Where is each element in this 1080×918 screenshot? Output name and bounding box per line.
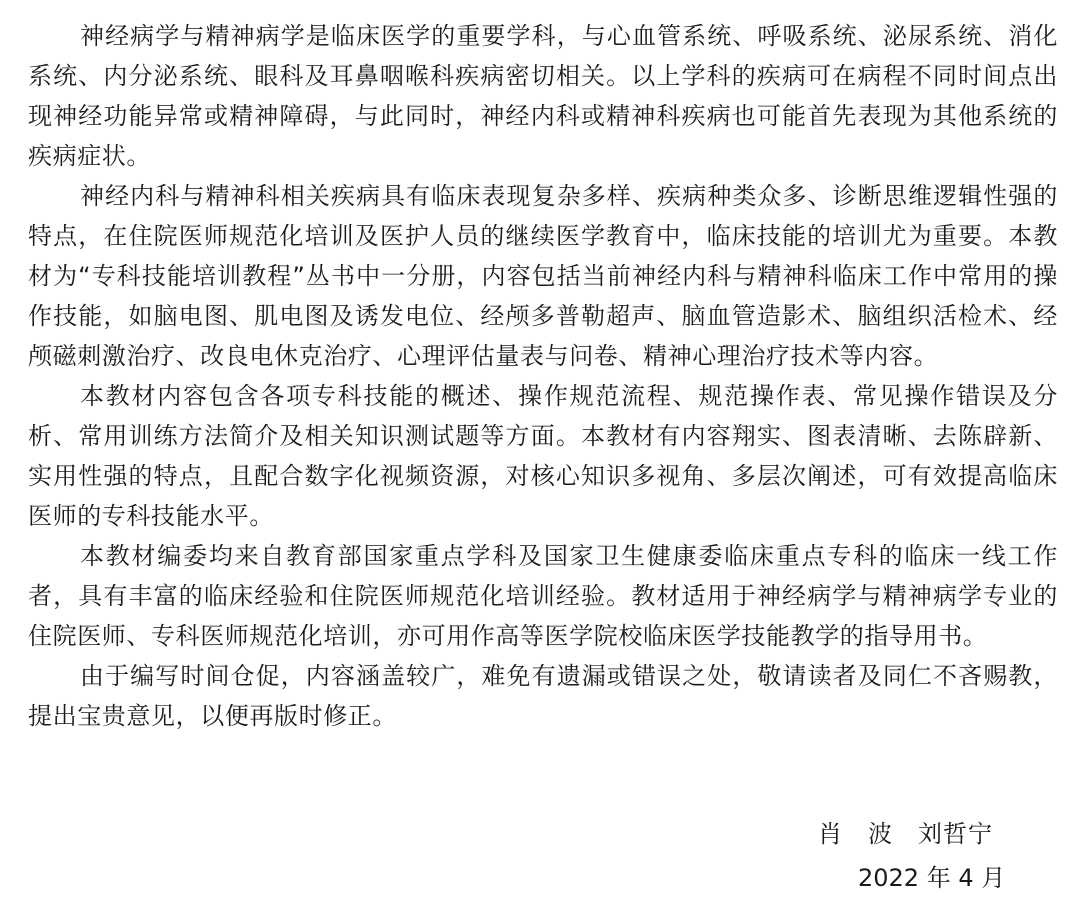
preface-body <box>28 16 1058 736</box>
signature-date: 2022 年 4 月 <box>858 864 1006 892</box>
preface-paragraph-1: 神经病学与精神病学是临床医学的重要学科，与心血管系统、呼吸系统、泌尿系统、消化系统、内分泌系统、眼科及耳鼻咽喉科疾病密切相关。以上学科的疾病可在病程不同时间点出现神经功能异常或精神障碍，与此同时，神经内科或精神科疾病也可能首先表现为其他系统的疾病症状。 <box>28 22 1058 170</box>
preface-paragraph-3: 本教材内容包含各项专科技能的概述、操作规范流程、规范操作表、常见操作错误及分析、常用训练方法简介及相关知识测试题等方面。本教材有内容翔实、图表清晰、去陈辟新、实用性强的特点，且配合数字化视频资源，对核心知识多视角、多层次阐述，可有效提高临床医师的专科技能水平。 <box>28 382 1058 530</box>
preface-paragraph-4: 本教材编委均来自教育部国家重点学科及国家卫生健康委临床重点专科的临床一线工作者，具有丰富的临床经验和住院医师规范化培训经验。教材适用于神经病学与精神病学专业的住院医师、专科医师规范化培训，亦可用作高等医学院校临床医学技能教学的指导用书。 <box>28 542 1058 650</box>
preface-signature <box>780 812 1040 900</box>
preface-paragraph-5: 由于编写时间仓促，内容涵盖较广，难免有遗漏或错误之处，敬请读者及同仁不吝赐教，提出宝贵意见，以便再版时修正。 <box>28 662 1058 730</box>
preface-paragraph-2: 神经内科与精神科相关疾病具有临床表现复杂多样、疾病种类众多、诊断思维逻辑性强的特点，在住院医师规范化培训及医护人员的继续医学教育中，临床技能的培训尤为重要。本教材为“专科技能培训教程”丛书中一分册，内容包括当前神经内科与精神科临床工作中常用的操作技能，如脑电图、肌电图及诱发电位、经颅多普勒超声、脑血管造影术、脑组织活检术、经颅磁刺激治疗、改良电休克治疗、心理评估量表与问卷、精神心理治疗技术等内容。 <box>28 182 1058 370</box>
signature-authors: 肖 波 刘哲宁 <box>818 820 993 848</box>
